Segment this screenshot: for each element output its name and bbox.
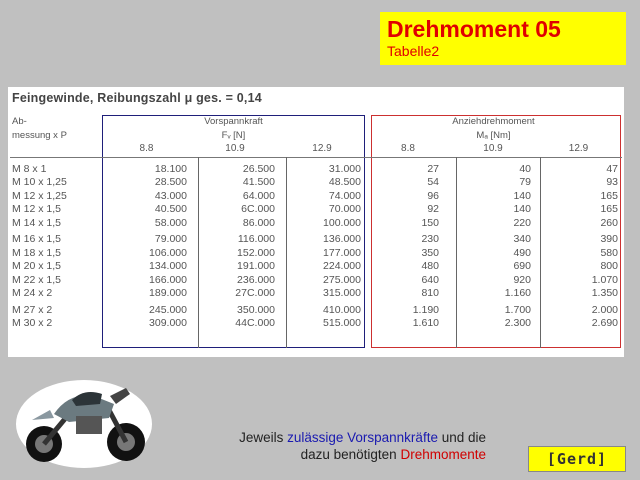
footer-text: dazu benötigten bbox=[300, 447, 401, 462]
table-cell: 18.100 bbox=[154, 162, 187, 175]
column-divider bbox=[456, 157, 457, 348]
table-cell: 116.000 bbox=[237, 233, 275, 245]
vorspannkraft-symbol: Fᵥ [N] bbox=[221, 129, 246, 141]
table-cell: 70.000 bbox=[328, 203, 361, 215]
table-body-c bbox=[8, 304, 622, 331]
logo-text: [Gerd] bbox=[546, 450, 608, 468]
table-cell: 245.000 bbox=[149, 303, 187, 316]
table-cell: 86.000 bbox=[242, 216, 275, 229]
table-cell: 165 bbox=[600, 203, 618, 215]
table-cell: 1.700 bbox=[504, 303, 531, 316]
grade-header: 8.8 bbox=[139, 143, 154, 154]
table-cell: 315.000 bbox=[323, 287, 361, 299]
table-row bbox=[8, 287, 622, 301]
table-cell: 350.000 bbox=[237, 303, 275, 316]
table-cell: 810 bbox=[421, 287, 439, 299]
table-row bbox=[8, 190, 622, 204]
row-dimension: M 18 x 1,5 bbox=[12, 246, 62, 259]
table-cell: 40 bbox=[519, 162, 531, 175]
table-cell: 800 bbox=[600, 260, 618, 272]
row-dimension: M 30 x 2 bbox=[12, 317, 53, 329]
page-subtitle: Tabelle2 bbox=[387, 43, 440, 59]
table-cell: 2.300 bbox=[504, 317, 531, 329]
column-divider bbox=[286, 157, 287, 348]
table-cell: 140 bbox=[513, 203, 531, 215]
table-row bbox=[8, 203, 622, 217]
grade-header: 12.9 bbox=[568, 143, 589, 154]
grade-header: 8.8 bbox=[401, 143, 415, 154]
row-dimension: M 14 x 1,5 bbox=[12, 216, 62, 229]
table-cell: 920 bbox=[513, 273, 531, 286]
grade-header: 10.9 bbox=[225, 143, 245, 154]
table-cell: 100.000 bbox=[323, 216, 361, 229]
table-row bbox=[8, 274, 622, 288]
table-cell: 220 bbox=[513, 216, 531, 229]
table-cell: 350 bbox=[421, 246, 439, 259]
col-dim-label-1: Ab- bbox=[12, 116, 27, 127]
table-cell: 640 bbox=[421, 273, 439, 286]
table-cell: 2.690 bbox=[591, 317, 618, 329]
motorcycle-icon bbox=[14, 374, 154, 470]
grade-header: 12.9 bbox=[312, 143, 332, 154]
table-cell: 58.000 bbox=[154, 216, 187, 229]
table-cell: 40.500 bbox=[154, 203, 187, 215]
table-cell: 275.000 bbox=[323, 273, 361, 286]
row-dimension: M 20 x 1,5 bbox=[12, 260, 62, 272]
table-cell: 152.000 bbox=[237, 246, 275, 259]
table-cell: 74.000 bbox=[328, 189, 361, 202]
row-dimension: M 24 x 2 bbox=[12, 287, 53, 299]
column-divider bbox=[198, 157, 199, 348]
table-row bbox=[8, 304, 622, 318]
table-cell: 515.000 bbox=[323, 317, 361, 329]
table-cell: 236.000 bbox=[237, 273, 275, 286]
table-cell: 1.350 bbox=[591, 287, 618, 299]
table-cell: 189.000 bbox=[149, 287, 187, 299]
table-cell: 2.000 bbox=[591, 303, 618, 316]
table-cell: 27C.000 bbox=[235, 287, 275, 299]
footer-text: Jeweils bbox=[239, 430, 288, 445]
table-row bbox=[8, 317, 622, 331]
gerd-logo bbox=[528, 446, 626, 472]
table-cell: 136.000 bbox=[323, 233, 361, 245]
table-cell: 92 bbox=[427, 203, 439, 215]
footer-description bbox=[170, 429, 486, 463]
table-cell: 191.000 bbox=[237, 260, 275, 272]
footer-highlight-blue: zulässige Vorspannkräfte bbox=[287, 430, 438, 445]
grade-header: 10.9 bbox=[483, 143, 503, 154]
table-row bbox=[8, 233, 622, 247]
table-caption: Feingewinde, Reibungszahl μ ges. = 0,14 bbox=[12, 91, 262, 105]
table-cell: 106.000 bbox=[149, 246, 187, 259]
row-dimension: M 16 x 1,5 bbox=[12, 233, 62, 245]
table-row bbox=[8, 217, 622, 231]
anziehdrehmoment-symbol: Mₐ [Nm] bbox=[476, 129, 511, 141]
table-cell: 54 bbox=[427, 176, 439, 188]
table-body-a bbox=[8, 163, 622, 231]
table-group-header bbox=[8, 115, 622, 129]
table-cell: 43.000 bbox=[154, 189, 187, 202]
table-cell: 690 bbox=[513, 260, 531, 272]
table-cell: 1.160 bbox=[504, 287, 531, 299]
table-cell: 79 bbox=[519, 176, 531, 188]
table-cell: 224.000 bbox=[323, 260, 361, 272]
table-cell: 165 bbox=[600, 189, 618, 202]
table-cell: 93 bbox=[606, 176, 618, 188]
page-title: Drehmoment 05 bbox=[387, 16, 561, 42]
table-cell: 177.000 bbox=[323, 246, 361, 259]
table-cell: 1.190 bbox=[412, 303, 439, 316]
group-vorspannkraft-label: Vorspannkraft bbox=[204, 116, 263, 127]
row-dimension: M 22 x 1,5 bbox=[12, 273, 62, 286]
table-cell: 31.000 bbox=[328, 162, 361, 175]
table-cell: 96 bbox=[427, 189, 439, 202]
footer-highlight-red: Drehmomente bbox=[400, 447, 486, 462]
table-grade-header bbox=[8, 142, 622, 156]
row-dimension: M 12 x 1,25 bbox=[12, 189, 67, 202]
table-cell: 150 bbox=[421, 216, 439, 229]
table-cell: 47 bbox=[606, 162, 618, 175]
table-cell: 1.610 bbox=[412, 317, 439, 329]
table-body-b bbox=[8, 233, 622, 301]
table-row bbox=[8, 176, 622, 190]
table-cell: 26.500 bbox=[242, 162, 275, 175]
table-cell: 340 bbox=[513, 233, 531, 245]
table-cell: 410.000 bbox=[323, 303, 361, 316]
table-row bbox=[8, 247, 622, 261]
table-cell: 64.000 bbox=[242, 189, 275, 202]
table-cell: 309.000 bbox=[149, 317, 187, 329]
header-divider bbox=[10, 157, 622, 158]
row-dimension: M 10 x 1,25 bbox=[12, 176, 67, 188]
torque-table bbox=[8, 115, 622, 331]
table-cell: 27 bbox=[427, 162, 439, 175]
title-box bbox=[380, 12, 626, 65]
table-cell: 134.000 bbox=[149, 260, 187, 272]
table-cell: 28.500 bbox=[154, 176, 187, 188]
torque-table-sheet bbox=[8, 87, 624, 357]
table-cell: 260 bbox=[600, 216, 618, 229]
col-dim-label-2: messung x P bbox=[12, 129, 67, 141]
table-cell: 480 bbox=[421, 260, 439, 272]
footer-text: und die bbox=[437, 430, 486, 445]
table-cell: 140 bbox=[513, 189, 531, 202]
table-cell: 1.070 bbox=[591, 273, 618, 286]
column-divider bbox=[540, 157, 541, 348]
row-dimension: M 8 x 1 bbox=[12, 162, 47, 175]
table-cell: 390 bbox=[600, 233, 618, 245]
table-cell: 580 bbox=[600, 246, 618, 259]
table-symbol-header bbox=[8, 129, 622, 143]
table-row bbox=[8, 163, 622, 177]
table-cell: 166.000 bbox=[149, 273, 187, 286]
group-anziehdrehmoment-label: Anziehdrehmoment bbox=[452, 116, 535, 127]
table-row bbox=[8, 260, 622, 274]
table-cell: 6C.000 bbox=[241, 203, 275, 215]
row-dimension: M 12 x 1,5 bbox=[12, 203, 62, 215]
table-cell: 44C.000 bbox=[235, 317, 275, 329]
table-cell: 48.500 bbox=[328, 176, 361, 188]
table-cell: 490 bbox=[513, 246, 531, 259]
table-cell: 41.500 bbox=[242, 176, 275, 188]
table-cell: 79.000 bbox=[154, 233, 187, 245]
row-dimension: M 27 x 2 bbox=[12, 303, 53, 316]
table-cell: 230 bbox=[421, 233, 439, 245]
